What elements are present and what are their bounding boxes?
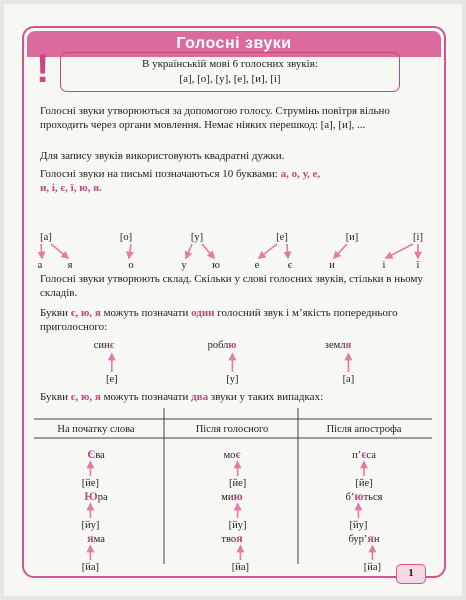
page-title: Голосні звуки <box>27 31 441 57</box>
letter-7: и <box>329 260 335 271</box>
table-word-1-0: моє <box>223 447 241 461</box>
p6-mid: можуть позначати <box>103 391 189 403</box>
paragraph-one-sound <box>40 306 432 334</box>
soft-word-1: роблю <box>207 340 237 351</box>
table-sound-2-1: [йу] <box>349 520 368 531</box>
table-header-1: Після голосного <box>195 424 269 435</box>
table-sound-2-0: [йе] <box>355 478 373 489</box>
p6-key: два <box>191 391 209 403</box>
soft-word-2: земля <box>324 340 352 351</box>
table-word-0-2: яма <box>87 531 105 545</box>
letter-4: ю <box>212 260 220 271</box>
table-word-1-2: твоя <box>221 531 243 545</box>
letter-6: є <box>287 260 293 271</box>
table-word-2-0: п’єса <box>352 447 376 461</box>
soft-word-0: синє <box>93 340 115 351</box>
p5-mid: можуть позначати <box>103 307 189 319</box>
paragraph-brackets: Для запису звуків використовують квадратні дужки. <box>40 150 285 162</box>
page-number: 1 <box>396 564 426 584</box>
table-sound-1-0: [йе] <box>228 478 247 489</box>
letters-list-1: а, о, у, е, <box>280 168 321 180</box>
sound-5: [і] <box>413 232 423 243</box>
p6-post: звуки у таких випадках: <box>210 391 324 403</box>
letters-list-2: и, і, є, ї, ю, я. <box>40 182 102 194</box>
table-sound-1-1: [йу] <box>228 520 247 531</box>
p5-letters: є, ю, я <box>70 307 101 319</box>
table-word-2-1: б’ються <box>345 489 383 503</box>
table-word-0-0: Єва <box>87 447 105 461</box>
info-line-1: В українській мові 6 голосних звуків: <box>142 58 318 70</box>
exclamation-icon: ! <box>36 47 50 91</box>
table-header-0: На початку слова <box>57 424 135 435</box>
table-word-0-1: Юра <box>84 489 108 503</box>
p5-post: голосний звук і м’якість попереднього приголосного: <box>40 307 398 333</box>
letter-0: а <box>37 260 43 271</box>
map-arrow-5-8 <box>386 244 413 258</box>
map-arrow-3-6 <box>287 244 288 258</box>
map-arrow-3-5 <box>259 244 277 258</box>
paragraph-two-sounds <box>40 390 432 404</box>
table-word-2-2: бур’ян <box>348 531 380 545</box>
p6-pre: Букви <box>40 391 68 403</box>
table-word-1-1: мию <box>221 489 243 503</box>
map-arrow-1-2 <box>129 244 131 258</box>
soft-sound-1: [у] <box>226 374 239 385</box>
map-arrow-2-4 <box>202 244 214 258</box>
map-arrow-4-7 <box>334 244 347 258</box>
sound-0: [а] <box>40 232 52 243</box>
map-arrow-0-0 <box>41 244 42 258</box>
table-sound-2-2: [йа] <box>363 562 382 573</box>
sound-2: [у] <box>190 232 204 243</box>
letter-9: ї <box>416 260 420 271</box>
textbook-page <box>4 4 462 596</box>
sound-4: [и] <box>345 232 359 243</box>
letter-1: я <box>67 260 73 271</box>
letter-5: е <box>254 260 260 271</box>
table-sound-0-0: [йе] <box>81 478 100 489</box>
table-sound-1-2: [йа] <box>231 562 250 573</box>
letters-intro: Голосні звуки на письмі позначаються 10 буквами: <box>40 168 278 180</box>
paragraph-voice: Голосні звуки утворюються за допомогою голосу. Струмінь повітря вільно проходить через органи мовлення. Немає ніяких перешкод: [а], [и], ... <box>40 105 390 131</box>
info-line-2: [а], [о], [у], [е], [и], [і] <box>179 73 281 85</box>
map-arrow-2-3 <box>186 244 192 258</box>
table-sound-0-1: [йу] <box>81 520 100 531</box>
letter-8: і <box>382 260 386 271</box>
letter-3: у <box>181 260 187 271</box>
paragraph-syllables: Голосні звуки утворюють склад. Скільки у слові голосних звуків, стільки в ньому складів. <box>40 273 423 299</box>
letter-2: о <box>128 260 134 271</box>
p5-pre: Букви <box>40 307 68 319</box>
p6-letters: є, ю, я <box>70 391 101 403</box>
table-header-2: Після апострофа <box>326 424 402 435</box>
sound-3: [е] <box>276 232 288 243</box>
map-arrow-0-1 <box>51 244 68 258</box>
soft-sound-2: [а] <box>342 374 355 385</box>
p5-key: один <box>191 307 215 319</box>
soft-sound-0: [е] <box>105 374 118 385</box>
table-sound-0-2: [йа] <box>81 562 100 573</box>
sound-letter-diagram <box>4 4 462 600</box>
sound-1: [о] <box>119 232 133 243</box>
